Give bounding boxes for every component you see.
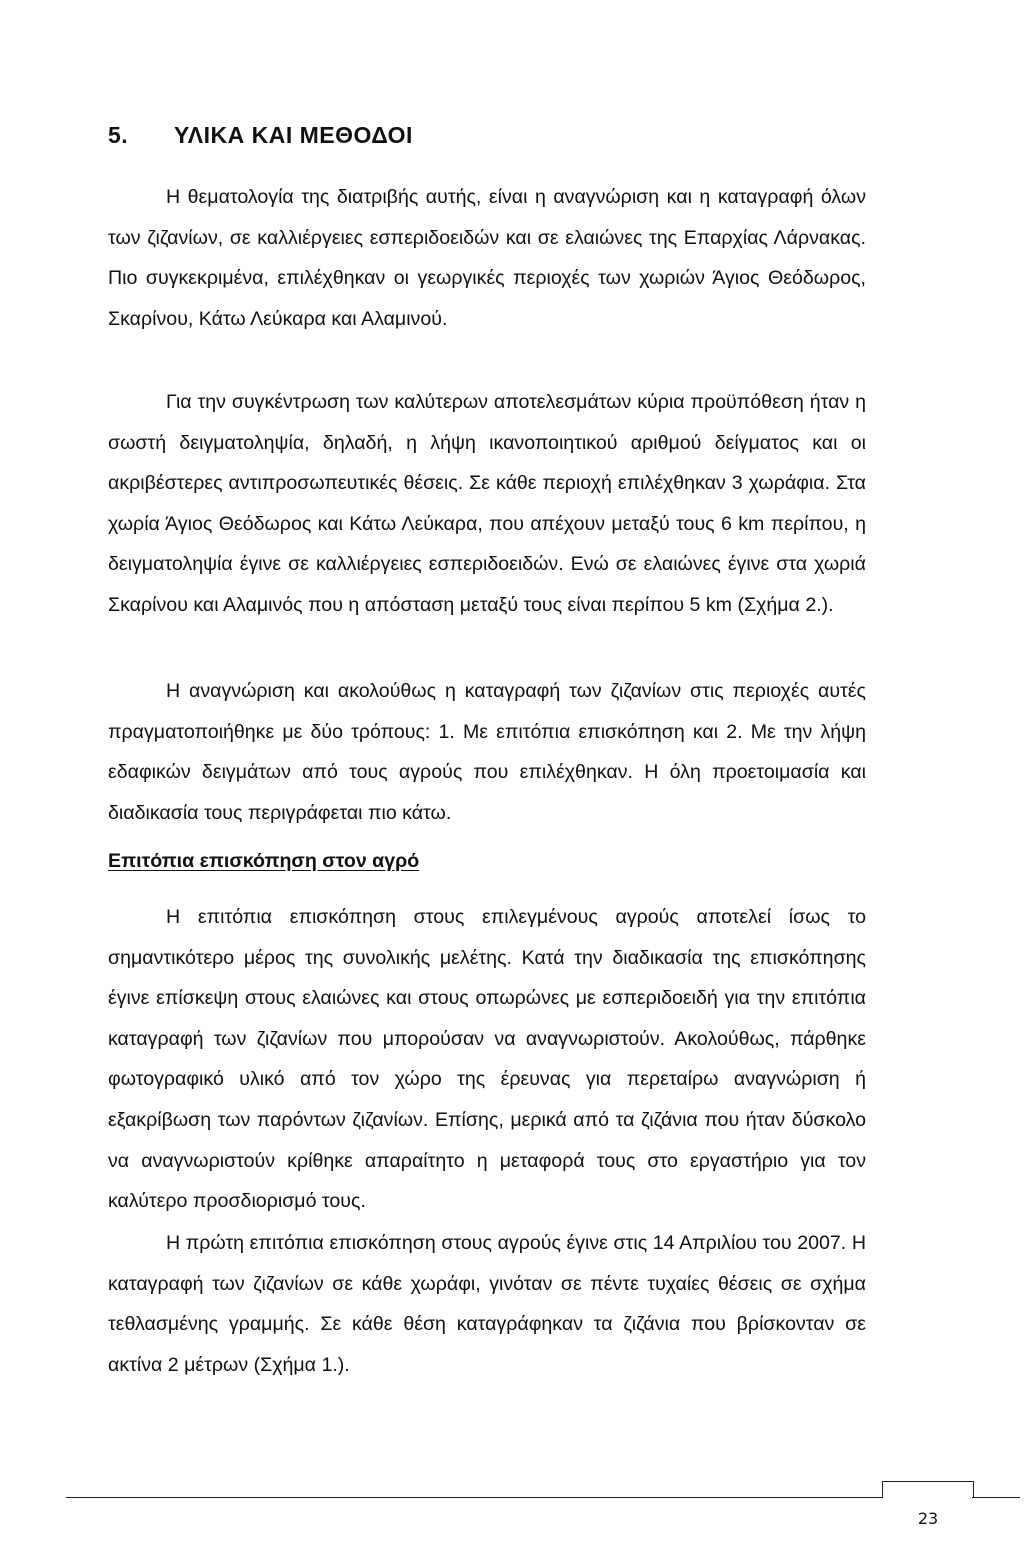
subsection-title: Επιτόπια επισκόπηση στον αγρό xyxy=(108,850,420,872)
footer-rule xyxy=(66,1497,882,1498)
paragraph-field-survey: Η επιτόπια επισκόπηση στους επιλεγμένους αγρούς αποτελεί ίσως το σημαντικότερο μέρος της συνολικής μελέτης. Κατά την διαδικασία της επισκόπησης έγινε επίσκεψη στους ελαιώνες και στους οπωρώνες με εσπεριδοειδή για την επιτόπια καταγραφή των ζιζανίων που μπορούσαν να αναγνωριστούν. Ακολούθως, πάρθηκε φωτογραφικό υλικό από τον χώρο της έρευνας για περεταίρω αναγνώριση ή εξακρίβωση των παρόντων ζιζανίων. Επίσης, μερικά από τα ζιζάνια που ήταν δύσκολο να αναγνωριστούν κρίθηκε απαραίτητο η μεταφορά τους στο εργαστήριο για τον καλύτερο προσδιορισμό τους. xyxy=(108,906,866,1213)
section-heading xyxy=(108,122,928,149)
paragraph-intro: Η θεματολογία της διατριβής αυτής, είναι η αναγνώριση και η καταγραφή όλων των ζιζανίων, σε καλλιέργειες εσπεριδοειδών και σε ελαιώνες της Επαρχίας Λάρνακας. Πιο συγκεκριμένα, επιλέχθηκαν οι γεωργικές περιοχές των χωριών Άγιος Θεόδωρος, Σκαρίνου, Κάτω Λεύκαρα και Αλαμινού. xyxy=(108,186,866,330)
footer-rule-right xyxy=(972,1497,1020,1498)
paragraph-first-survey: Η πρώτη επιτόπια επισκόπηση στους αγρούς έγινε στις 14 Απριλίου του 2007. Η καταγραφή των ζιζανίων σε κάθε χωράφι, γινόταν σε πέντε τυχαίες θέσεις σε σχήμα τεθλασμένης γραμμής. Σε κάθε θέση καταγράφηκαν τα ζιζάνια που βρίσκονταν σε ακτίνα 2 μέτρων (Σχήμα 1.). xyxy=(108,1232,866,1376)
section-number: 5. xyxy=(108,122,129,148)
page-number: 23 xyxy=(917,1509,939,1528)
page-number-frame xyxy=(882,1481,974,1498)
paragraph-methods: Η αναγνώριση και ακολούθως η καταγραφή των ζιζανίων στις περιοχές αυτές πραγματοποιήθηκε με δύο τρόπους: 1. Με επιτόπια επισκόπηση και 2. Με την λήψη εδαφικών δειγμάτων από τους αγρούς που επιλέχθηκαν. Η όλη προετοιμασία και διαδικασία τους περιγράφεται πιο κάτω. xyxy=(108,680,866,824)
paragraph-sampling: Για την συγκέντρωση των καλύτερων αποτελεσμάτων κύρια προϋπόθεση ήταν η σωστή δειγματοληψία, δηλαδή, η λήψη ικανοποιητικού αριθμού δείγματος και οι ακριβέστερες αντιπροσωπευτικές θέσεις. Σε κάθε περιοχή επιλέχθηκαν 3 χωράφια. Στα χωρία Άγιος Θεόδωρος και Κάτω Λεύκαρα, που απέχουν μεταξύ τους 6 km περίπου, η δειγματοληψία έγινε σε καλλιέργειες εσπεριδοειδών. Ενώ σε ελαιώνες έγινε στα χωριά Σκαρίνου και Αλαμινός που η απόσταση μεταξύ τους είναι περίπου 5 km (Σχήμα 2.). xyxy=(108,391,866,616)
section-title: ΥΛΙΚΑ ΚΑΙ ΜΕΘΟΔΟΙ xyxy=(174,122,413,148)
